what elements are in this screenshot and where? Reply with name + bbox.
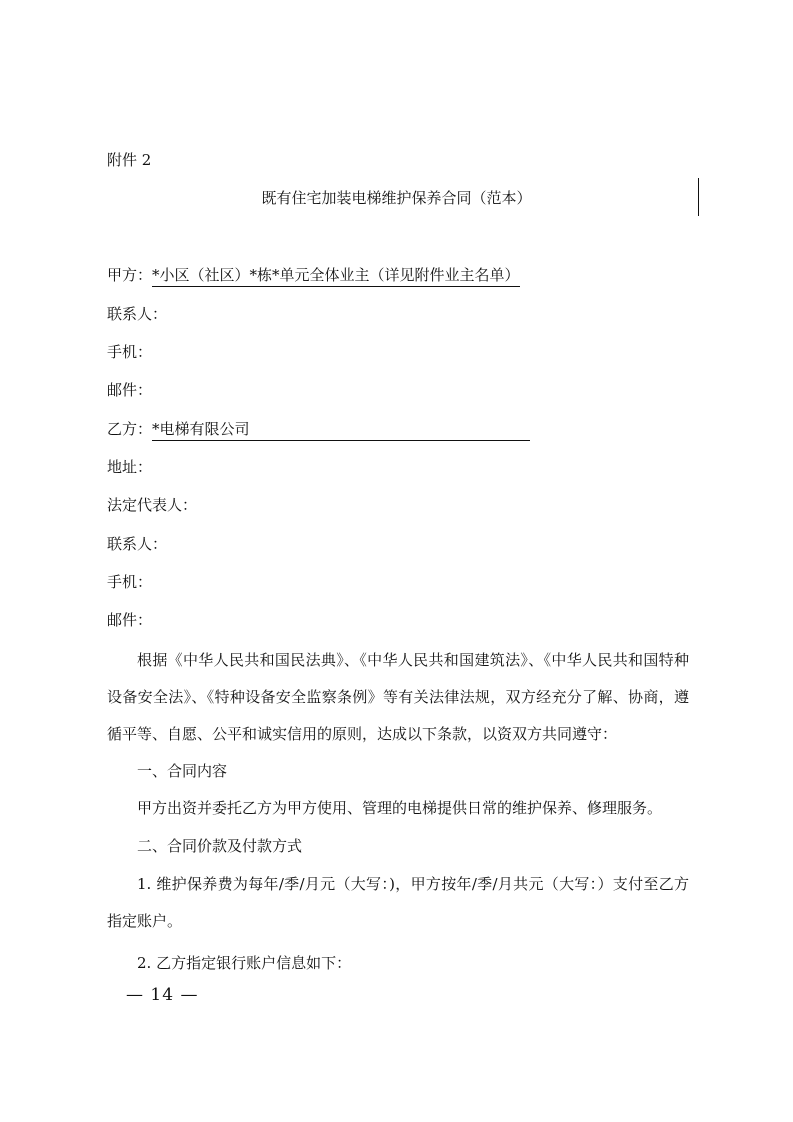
- party-a-phone: 手机：: [107, 343, 153, 361]
- party-b-line: [107, 419, 530, 441]
- party-b-phone: 手机：: [107, 573, 153, 591]
- party-b-email: 邮件：: [107, 611, 153, 629]
- party-b-address: 地址：: [107, 458, 153, 476]
- party-a-value: *小区（社区）*栋*单元全体业主（详见附件业主名单）: [152, 265, 520, 287]
- party-a-label: 甲方：: [107, 266, 153, 284]
- section-2-item-2: 2. 乙方指定银行账户信息如下：: [137, 954, 352, 972]
- section-1-text: 甲方出资并委托乙方为甲方使用、管理的电梯提供日常的维护保养、修理服务。: [137, 799, 663, 817]
- contract-title: 既有住宅加装电梯维护保养合同（范本）: [261, 189, 532, 207]
- section-1-title: 一、合同内容: [137, 762, 228, 780]
- party-a-line: [107, 265, 520, 287]
- page-number: — 14 —: [126, 985, 199, 1005]
- party-b-legal-rep: 法定代表人：: [107, 496, 198, 514]
- section-2-title: 二、合同价款及付款方式: [137, 837, 303, 855]
- party-b-contact: 联系人：: [107, 535, 168, 553]
- party-b-label: 乙方：: [107, 420, 153, 438]
- party-b-value: *电梯有限公司: [152, 419, 530, 441]
- margin-bar: [698, 178, 699, 216]
- intro-paragraph: 根据《中华人民共和国民法典》、《中华人民共和国建筑法》、《中华人民共和国特种设备安全法》、《特种设备安全监察条例》等有关法律法规，双方经充分了解、协商，遵循平等、自愿、公平和诚实信用的原则，达成以下条款，以资双方共同遵守：: [107, 651, 689, 743]
- section-2-item-1: 1. 维护保养费为每年/季/月元（大写：)，甲方按年/季/月共元（大写：）支付至乙方指定账户。: [107, 875, 689, 930]
- party-a-email: 邮件：: [107, 381, 153, 399]
- attachment-label: 附件 2: [107, 151, 152, 169]
- party-a-contact: 联系人：: [107, 305, 168, 323]
